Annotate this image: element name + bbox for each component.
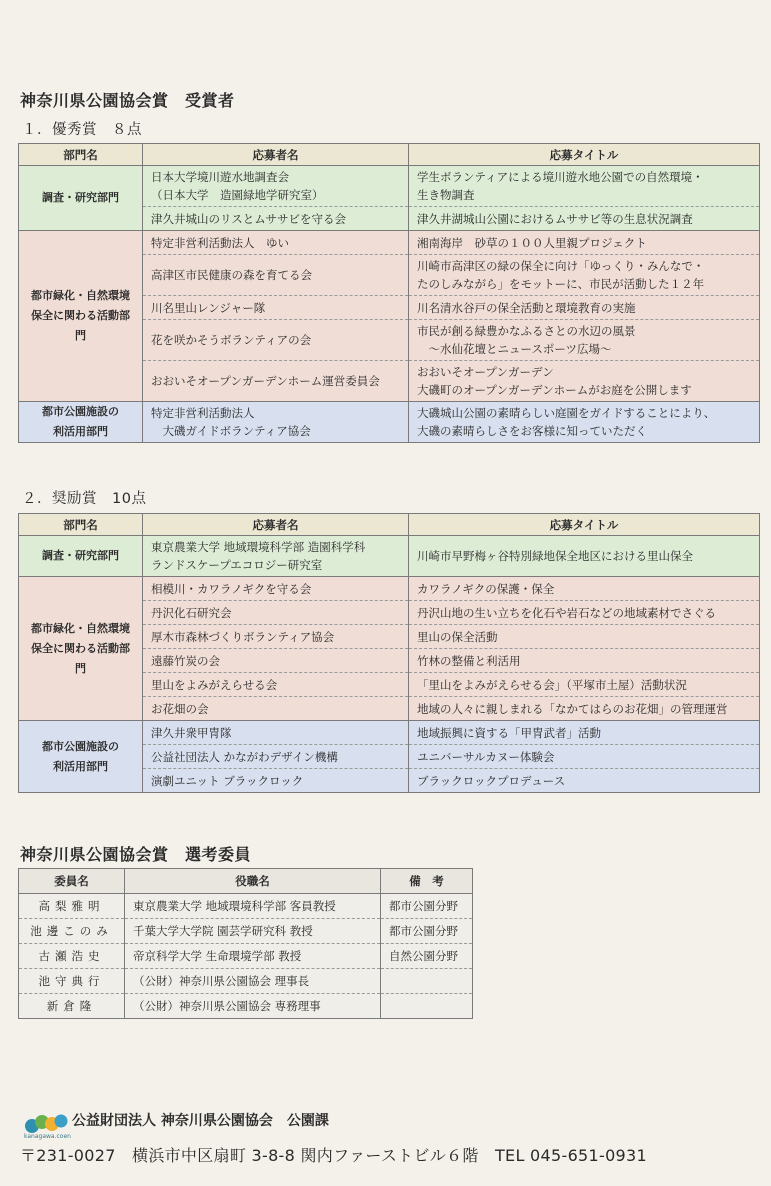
entry-title: 竹林の整備と利活用 (409, 649, 760, 673)
entry-title: 里山の保全活動 (409, 625, 760, 649)
encouragement-award-table (18, 513, 760, 793)
header-applicant: 応募者名 (143, 144, 409, 166)
committee-table (18, 868, 473, 1019)
committee-row (19, 969, 473, 994)
applicant-name: 特定非営利活動法人 ゆい (143, 231, 409, 255)
header-dept: 部門名 (19, 514, 143, 536)
page-title: 神奈川県公園協会賞 受賞者 (20, 91, 235, 110)
entry-title: 丹沢山地の生い立ちを化石や岩石などの地域素材でさぐる (409, 601, 760, 625)
member-note (381, 969, 473, 994)
applicant-name: 花を咲かそうボランティアの会 (143, 320, 409, 361)
member-name: 高梨雅明 (19, 894, 125, 919)
member-note (381, 994, 473, 1019)
department-name: 調査・研究部門 (19, 166, 143, 231)
committee-header-note: 備 考 (381, 869, 473, 894)
entry-title: カワラノギクの保護・保全 (409, 577, 760, 601)
member-name: 池守典行 (19, 969, 125, 994)
applicant-name: 厚木市森林づくりボランティア協会 (143, 625, 409, 649)
applicant-name: おおいそオープンガーデンホーム運営委員会 (143, 361, 409, 402)
committee-row (19, 894, 473, 919)
committee-header-position: 役職名 (125, 869, 381, 894)
header-dept: 部門名 (19, 144, 143, 166)
excellence-award-table (18, 143, 760, 443)
award-row (19, 577, 760, 601)
applicant-name: 津久井衆甲冑隊 (143, 721, 409, 745)
committee-row (19, 944, 473, 969)
applicant-name: 遠藤竹炭の会 (143, 649, 409, 673)
department-name: 都市緑化・自然環境 保全に関わる活動部門 (19, 231, 143, 402)
entry-title: おおいそオープンガーデン 大磯町のオープンガーデンホームがお庭を公開します (409, 361, 760, 402)
department-name: 都市公園施設の 利活用部門 (19, 402, 143, 443)
entry-title: 学生ボランティアによる境川遊水地公園での自然環境・ 生き物調査 (409, 166, 760, 207)
header-applicant: 応募者名 (143, 514, 409, 536)
entry-title: 地域の人々に親しまれる「なかてはらのお花畑」の管理運営 (409, 697, 760, 721)
department-name: 都市緑化・自然環境 保全に関わる活動部門 (19, 577, 143, 721)
entry-title: ブラックロックプロデュース (409, 769, 760, 793)
applicant-name: 川名里山レンジャー隊 (143, 296, 409, 320)
committee-row (19, 919, 473, 944)
entry-title: 川崎市高津区の緑の保全に向け「ゆっくり・みんなで・ たのしみながら」をモットーに、市民が活動した１２年 (409, 255, 760, 296)
entry-title: 地域振興に資する「甲冑武者」活動 (409, 721, 760, 745)
header-title: 応募タイトル (409, 144, 760, 166)
applicant-name: 丹沢化石研究会 (143, 601, 409, 625)
applicant-name: 特定非営利活動法人 大磯ガイドボランティア協会 (143, 402, 409, 443)
member-position: 東京農業大学 地域環境科学部 客員教授 (125, 894, 381, 919)
entry-title: 「里山をよみがえらせる会」（平塚市土屋）活動状況 (409, 673, 760, 697)
header-title: 応募タイトル (409, 514, 760, 536)
logo-subtext: kanagawa.coen (24, 1133, 71, 1140)
applicant-name: 公益社団法人 かながわデザイン機構 (143, 745, 409, 769)
member-position: 帝京科学大学 生命環境学部 教授 (125, 944, 381, 969)
applicant-name: お花畑の会 (143, 697, 409, 721)
entry-title: 川崎市早野梅ヶ谷特別緑地保全地区における里山保全 (409, 536, 760, 577)
committee-title: 神奈川県公園協会賞 選考委員 (20, 845, 252, 864)
entry-title: 川名清水谷戸の保全活動と環境教育の実施 (409, 296, 760, 320)
award-row (19, 721, 760, 745)
award-row (19, 166, 760, 207)
applicant-name: 演劇ユニット ブラックロック (143, 769, 409, 793)
section1-title: １．優秀賞 ８点 (22, 122, 142, 138)
award-row (19, 231, 760, 255)
member-position: （公財）神奈川県公園協会 専務理事 (125, 994, 381, 1019)
footer-organization: 公益財団法人 神奈川県公園協会 公園課 (72, 1113, 329, 1129)
member-position: 千葉大学大学院 園芸学研究科 教授 (125, 919, 381, 944)
entry-title: 湘南海岸 砂草の１００人里親プロジェクト (409, 231, 760, 255)
applicant-name: 日本大学境川遊水地調査会 （日本大学 造園緑地学研究室） (143, 166, 409, 207)
member-note: 都市公園分野 (381, 919, 473, 944)
member-name: 新倉隆 (19, 994, 125, 1019)
committee-header-name: 委員名 (19, 869, 125, 894)
department-name: 調査・研究部門 (19, 536, 143, 577)
member-name: 古瀬浩史 (19, 944, 125, 969)
member-note: 自然公園分野 (381, 944, 473, 969)
applicant-name: 相模川・カワラノギクを守る会 (143, 577, 409, 601)
award-row (19, 402, 760, 443)
member-position: （公財）神奈川県公園協会 理事長 (125, 969, 381, 994)
member-note: 都市公園分野 (381, 894, 473, 919)
entry-title: ユニバーサルカヌー体験会 (409, 745, 760, 769)
committee-row (19, 994, 473, 1019)
footer-address: 〒231-0027 横浜市中区扇町 3-8-8 関内ファーストビル６階 TEL 045-651-0931 (20, 1146, 647, 1165)
department-name: 都市公園施設の 利活用部門 (19, 721, 143, 793)
entry-title: 市民が創る緑豊かなふるさとの水辺の風景 ～水仙花壇とニュースポーツ広場～ (409, 320, 760, 361)
applicant-name: 高津区市民健康の森を育てる会 (143, 255, 409, 296)
entry-title: 津久井湖城山公園におけるムササビ等の生息状況調査 (409, 207, 760, 231)
applicant-name: 東京農業大学 地域環境科学部 造園科学科 ランドスケープエコロジー研究室 (143, 536, 409, 577)
award-row (19, 536, 760, 577)
section2-title: ２．奨励賞 10点 (22, 491, 147, 507)
applicant-name: 里山をよみがえらせる会 (143, 673, 409, 697)
entry-title: 大磯城山公園の素晴らしい庭園をガイドすることにより、 大磯の素晴らしさをお客様に知っていただく (409, 402, 760, 443)
applicant-name: 津久井城山のリスとムササビを守る会 (143, 207, 409, 231)
member-name: 池邊このみ (19, 919, 125, 944)
